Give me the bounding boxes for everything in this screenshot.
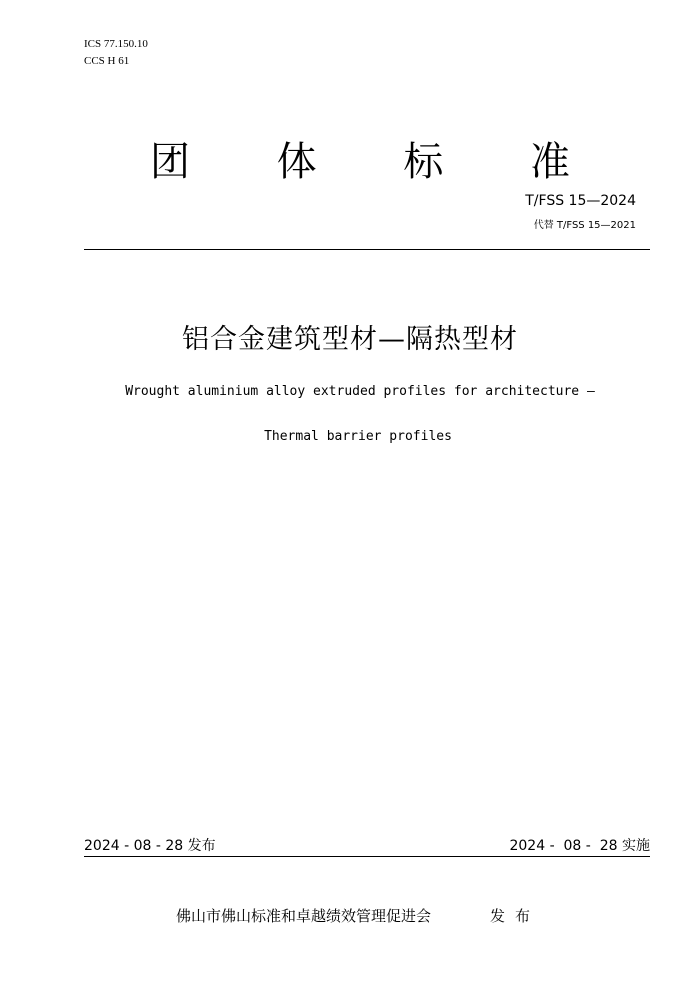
replaces-standard: 代替 T/FSS 15—2021 <box>533 220 636 231</box>
publish-date: 2024 - 08 - 28 发布 <box>84 838 216 854</box>
ccs-code: CCS H 61 <box>84 55 130 67</box>
classification-codes <box>84 36 148 70</box>
standard-type-char: 体 <box>276 139 317 185</box>
title-english-line-1: Wrought aluminium alloy extruded profiles for architecture — <box>125 384 595 399</box>
standard-type-heading <box>150 134 570 190</box>
standard-type-char: 标 <box>403 139 444 185</box>
bottom-divider <box>84 856 650 857</box>
standard-type-char: 准 <box>529 139 570 185</box>
issue-label: 发布 <box>490 907 541 925</box>
title-chinese: 铝合金建筑型材—隔热型材 <box>182 324 518 355</box>
standard-type-char: 团 <box>150 139 190 185</box>
title-english-line-2: Thermal barrier profiles <box>264 429 452 444</box>
top-divider <box>84 249 650 250</box>
ics-code: ICS 77.150.10 <box>84 38 148 50</box>
issuing-organization: 佛山市佛山标准和卓越绩效管理促进会 <box>176 907 432 925</box>
implement-date: 2024 - 08 - 28 实施 <box>509 838 650 854</box>
standard-number: T/FSS 15—2024 <box>525 193 636 209</box>
